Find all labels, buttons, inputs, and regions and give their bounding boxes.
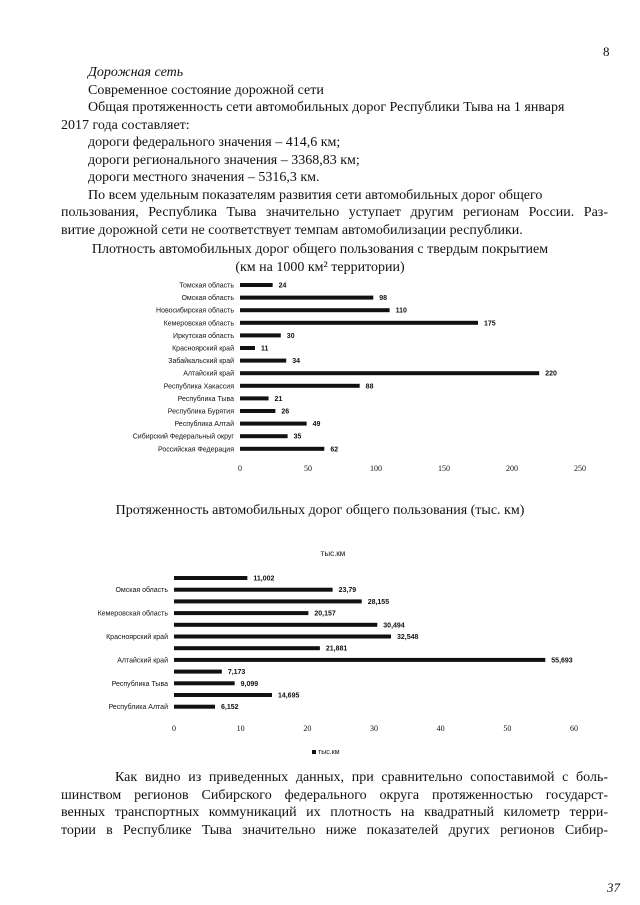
category-label: Забайкальский край bbox=[168, 358, 234, 366]
category-label: Республика Алтай bbox=[108, 704, 168, 712]
chart-road-density bbox=[0, 275, 640, 485]
legend-label: тыс.км bbox=[318, 749, 340, 756]
data-label: 34 bbox=[292, 358, 301, 366]
data-label: 26 bbox=[281, 408, 290, 416]
category-label: Республика Алтай bbox=[174, 421, 234, 429]
paragraph-line: шинством регионов Сибирского федерального округа протяженностью государст- bbox=[61, 787, 608, 803]
data-label: 14,695 bbox=[277, 692, 300, 700]
data-label: 21 bbox=[274, 395, 283, 403]
bar bbox=[240, 283, 273, 287]
x-tick-label: 150 bbox=[438, 464, 450, 473]
data-label: 49 bbox=[312, 421, 321, 429]
x-tick-label: 0 bbox=[172, 724, 176, 733]
bar bbox=[240, 434, 288, 438]
data-label: 23,79 bbox=[338, 587, 357, 595]
bar bbox=[240, 409, 275, 413]
bar bbox=[174, 588, 333, 592]
bar bbox=[174, 576, 247, 580]
data-label: 11,002 bbox=[253, 575, 275, 583]
list-item-local: дороги местного значения – 5316,3 км. bbox=[88, 170, 320, 185]
x-tick-label: 30 bbox=[370, 724, 378, 733]
paragraph-line: Общая протяженность сети автомобильных дорог Республики Тыва на 1 января bbox=[88, 100, 565, 115]
data-label: 30 bbox=[286, 332, 295, 340]
bar bbox=[174, 670, 222, 674]
category-label: Иркутская область bbox=[173, 332, 234, 340]
category-label: Новосибирская область bbox=[156, 307, 234, 315]
x-tick-label: 10 bbox=[236, 724, 245, 733]
data-label: 88 bbox=[365, 383, 374, 391]
bar bbox=[240, 384, 360, 388]
paragraph-line: По всем удельным показателям развития сети автомобильных дорог общего bbox=[88, 187, 543, 203]
x-tick-label: 100 bbox=[370, 464, 382, 473]
data-label: 21,881 bbox=[325, 645, 348, 653]
data-label: 9,099 bbox=[240, 680, 259, 688]
chart2-heading: Протяженность автомобильных дорог общего пользования (тыс. км) bbox=[115, 503, 525, 518]
section-subheading: Современное состояние дорожной сети bbox=[88, 82, 324, 98]
data-label: 98 bbox=[379, 295, 388, 303]
bar bbox=[174, 635, 391, 639]
bar bbox=[174, 611, 308, 615]
category-label: Республика Хакассия bbox=[163, 383, 234, 391]
legend-swatch bbox=[312, 750, 316, 754]
bar bbox=[240, 396, 269, 400]
x-tick-label: 200 bbox=[506, 464, 518, 473]
bar bbox=[240, 447, 324, 451]
bar bbox=[240, 359, 286, 363]
chart-road-length bbox=[0, 540, 640, 770]
chart1-heading bbox=[0, 241, 640, 276]
x-tick-label: 20 bbox=[303, 724, 312, 733]
intro-text bbox=[61, 64, 608, 239]
data-label: 32,548 bbox=[396, 634, 419, 641]
bar bbox=[240, 371, 539, 375]
paragraph-line: 2017 года составляет: bbox=[61, 117, 190, 133]
chart1-heading-line2: (км на 1000 км² территории) bbox=[235, 259, 405, 275]
category-label: Кемеровская область bbox=[163, 320, 234, 328]
category-label: Республика Бурятия bbox=[167, 408, 234, 416]
bar bbox=[240, 422, 307, 426]
data-label: 110 bbox=[395, 307, 407, 315]
paragraph-line: тории в Республике Тыва значительно ниже показателей других регионов Сибир- bbox=[61, 822, 608, 838]
bar bbox=[240, 333, 281, 337]
data-label: 7,173 bbox=[227, 669, 246, 677]
data-label: 28,155 bbox=[367, 598, 390, 606]
category-label: Республика Тыва bbox=[111, 680, 168, 688]
bar bbox=[174, 646, 320, 650]
category-label: Республика Тыва bbox=[177, 395, 234, 403]
chart1-heading-line1: Плотность автомобильных дорог общего пользования с твердым покрытием bbox=[91, 242, 549, 257]
chart-title: тыс.км bbox=[320, 549, 346, 558]
bar bbox=[174, 658, 545, 662]
x-tick-label: 50 bbox=[503, 724, 512, 733]
category-label: Алтайский край bbox=[183, 370, 234, 378]
bar bbox=[174, 681, 235, 685]
data-label: 35 bbox=[293, 433, 302, 441]
paragraph-line: венных транспортных коммуникаций их плотность на квадратный километр терри- bbox=[61, 805, 608, 820]
data-label: 30,494 bbox=[383, 622, 405, 630]
data-label: 220 bbox=[545, 370, 557, 378]
x-tick-label: 60 bbox=[570, 724, 578, 733]
x-tick-label: 40 bbox=[436, 724, 445, 733]
x-tick-label: 0 bbox=[238, 464, 242, 473]
bar bbox=[240, 308, 390, 312]
data-label: 6,152 bbox=[221, 704, 239, 712]
list-item-federal: дороги федерального значения – 414,6 км; bbox=[88, 135, 341, 150]
category-label: Сибирский Федеральный округ bbox=[132, 433, 234, 441]
data-label: 55,693 bbox=[551, 657, 573, 665]
x-tick-label: 250 bbox=[574, 464, 586, 473]
list-item-regional: дороги регионального значения – 3368,83 км; bbox=[88, 152, 360, 168]
category-label: Красноярский край bbox=[106, 634, 168, 641]
bar bbox=[174, 705, 215, 709]
bar bbox=[240, 321, 478, 325]
bar bbox=[174, 599, 362, 603]
category-label: Кемеровская область bbox=[97, 610, 168, 618]
data-label: 24 bbox=[278, 282, 287, 290]
paragraph-line: витие дорожной сети не соответствует темпам автомобилизации республики. bbox=[61, 222, 523, 238]
handwritten-page-mark: 37 bbox=[607, 880, 620, 895]
category-label: Омская область bbox=[115, 587, 168, 595]
bar bbox=[240, 296, 373, 300]
data-label: 175 bbox=[484, 320, 496, 328]
category-label: Красноярский край bbox=[172, 345, 234, 353]
data-label: 20,157 bbox=[314, 610, 336, 618]
category-label: Российская Федерация bbox=[158, 446, 234, 454]
page-number: 8 bbox=[603, 44, 610, 59]
category-label: Томская область bbox=[179, 282, 234, 290]
category-label: Омская область bbox=[181, 295, 234, 303]
bar bbox=[174, 623, 377, 627]
category-label: Алтайский край bbox=[117, 657, 168, 665]
outro-text bbox=[61, 769, 608, 839]
bar bbox=[240, 346, 255, 350]
paragraph-line: Как видно из приведенных данных, при сравнительно сопоставимой с боль- bbox=[115, 770, 608, 785]
x-tick-label: 50 bbox=[304, 464, 312, 473]
paragraph-line: пользования, Республика Тыва значительно уступает другим регионам России. Раз- bbox=[61, 205, 608, 220]
section-heading: Дорожная сеть bbox=[88, 65, 184, 80]
data-label: 11 bbox=[260, 345, 269, 353]
data-label: 62 bbox=[330, 446, 339, 454]
bar bbox=[174, 693, 272, 697]
